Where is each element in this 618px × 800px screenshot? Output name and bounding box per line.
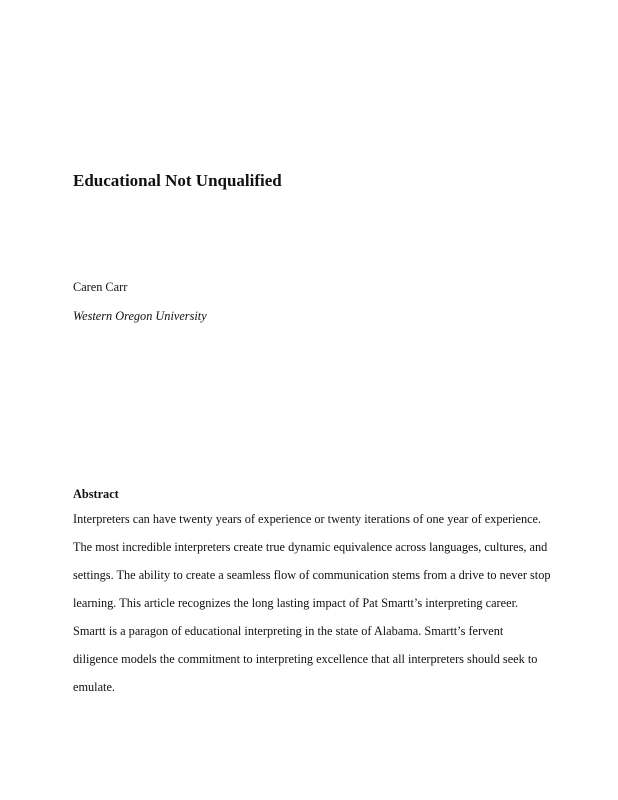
abstract-line: emulate. bbox=[73, 680, 115, 694]
author-affiliation: Western Oregon University bbox=[73, 309, 207, 323]
abstract-line: diligence models the commitment to interpreting excellence that all interpreters should seek to bbox=[73, 652, 538, 666]
abstract-line: learning. This article recognizes the long lasting impact of Pat Smartt’s interpreting career. bbox=[73, 596, 519, 610]
paper-title: Educational Not Unqualified bbox=[73, 171, 282, 190]
abstract-line: Interpreters can have twenty years of experience or twenty iterations of one year of experience. bbox=[73, 512, 542, 526]
abstract-paragraph bbox=[73, 505, 563, 701]
abstract-line: The most incredible interpreters create true dynamic equivalence across languages, cultures, and bbox=[73, 540, 548, 554]
abstract-line: Smartt is a paragon of educational interpreting in the state of Alabama. Smartt’s fervent bbox=[73, 624, 504, 638]
abstract-line: settings. The ability to create a seamless flow of communication stems from a drive to never stop bbox=[73, 568, 551, 582]
abstract-heading: Abstract bbox=[73, 487, 119, 501]
author-name: Caren Carr bbox=[73, 280, 128, 294]
